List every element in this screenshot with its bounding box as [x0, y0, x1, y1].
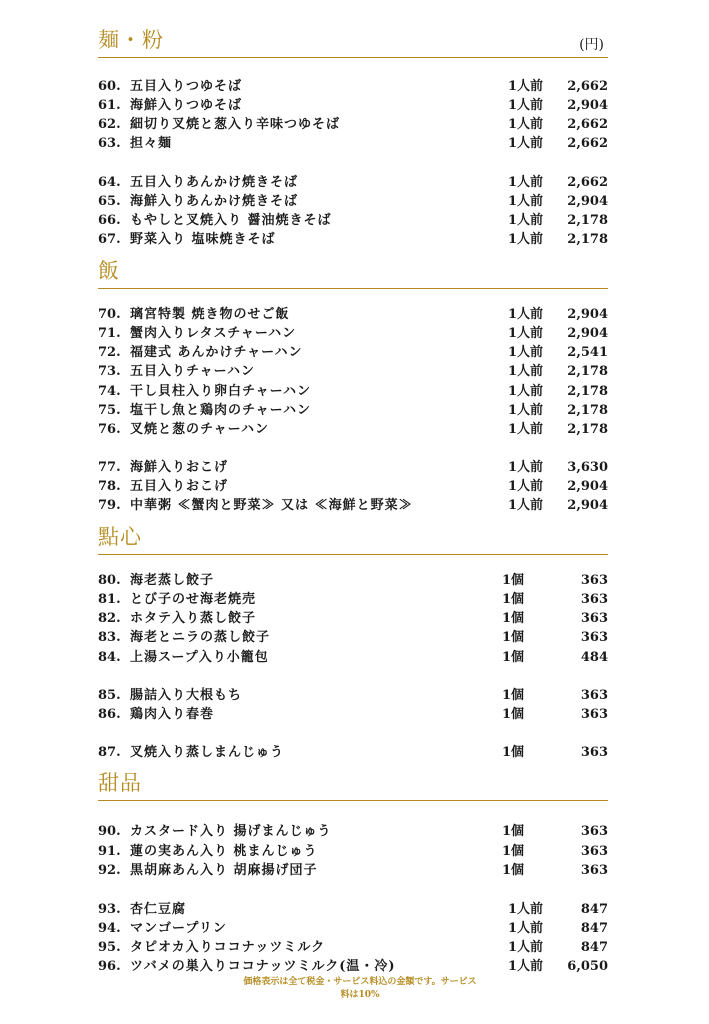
- item-portion: 1人前: [507, 902, 543, 917]
- item-price: 847: [580, 921, 608, 936]
- item-portion: 1人前: [507, 364, 543, 379]
- item-number: 80.: [98, 573, 121, 588]
- menu-item: [98, 648, 608, 667]
- item-portion: 1個: [501, 745, 524, 760]
- item-name: タピオカ入りココナッツミルク: [130, 940, 326, 955]
- menu-item: [98, 842, 608, 861]
- menu-item: [98, 590, 608, 609]
- menu-item: [98, 420, 608, 439]
- item-price: 2,662: [567, 117, 608, 132]
- item-number: 74.: [98, 384, 121, 399]
- item-portion: 1人前: [507, 345, 543, 360]
- section-header-dim-sum: [98, 525, 608, 555]
- menu-item: [98, 822, 608, 841]
- item-name: 五目入りつゆそば: [130, 79, 243, 94]
- item-portion: 1個: [501, 630, 524, 645]
- item-name: 海老とニラの蒸し餃子: [130, 630, 271, 645]
- section-divider: [98, 554, 608, 555]
- item-portion: 1人前: [507, 460, 543, 475]
- item-price: 2,541: [567, 345, 608, 360]
- item-number: 86.: [98, 707, 121, 722]
- item-number: 75.: [98, 403, 121, 418]
- menu-item: [98, 957, 608, 976]
- menu-item: [98, 496, 608, 515]
- menu-item: [98, 115, 608, 134]
- item-name: 叉焼と葱のチャーハン: [130, 422, 269, 437]
- item-portion: 1人前: [507, 940, 543, 955]
- menu-item: [98, 861, 608, 880]
- item-price: 2,904: [567, 498, 608, 513]
- item-portion: 1個: [501, 573, 524, 588]
- section-header-dessert: [98, 771, 608, 801]
- item-name: 鶏肉入り春巻: [130, 707, 215, 722]
- item-price: 2,178: [567, 422, 608, 437]
- item-number: 93.: [98, 902, 121, 917]
- item-number: 61.: [98, 98, 121, 113]
- section-title: 飯: [98, 259, 120, 283]
- section-header-noodles: [98, 28, 608, 58]
- item-name: ツバメの巣入りココナッツミルク(温・冷): [130, 959, 396, 974]
- item-number: 78.: [98, 479, 121, 494]
- menu-item: [98, 324, 608, 343]
- item-price: 2,178: [567, 384, 608, 399]
- item-price: 2,178: [567, 364, 608, 379]
- item-name: 海鮮入りあんかけ焼きそば: [130, 194, 299, 209]
- price-note-line-2: 料は10%: [340, 990, 380, 1000]
- item-price: 2,904: [567, 326, 608, 341]
- item-number: 65.: [98, 194, 121, 209]
- item-price: 363: [580, 844, 608, 859]
- item-portion: 1人前: [507, 79, 543, 94]
- item-price: 847: [580, 902, 608, 917]
- item-number: 66.: [98, 213, 121, 228]
- menu-item: [98, 305, 608, 324]
- section-divider: [98, 57, 608, 58]
- item-price: 363: [580, 824, 608, 839]
- currency-label: (円): [579, 37, 604, 53]
- item-price: 847: [580, 940, 608, 955]
- item-portion: 1人前: [507, 422, 543, 437]
- menu-item: [98, 686, 608, 705]
- item-portion: 1人前: [507, 194, 543, 209]
- menu-item: [98, 609, 608, 628]
- item-name: 海老蒸し餃子: [130, 573, 215, 588]
- item-portion: 1人前: [507, 959, 543, 974]
- item-price: 3,630: [567, 460, 608, 475]
- menu-item: [98, 382, 608, 401]
- item-name: 黒胡麻あん入り 胡麻揚げ団子: [130, 863, 318, 878]
- item-number: 91.: [98, 844, 121, 859]
- item-number: 77.: [98, 460, 121, 475]
- item-name: ホタテ入り蒸し餃子: [130, 611, 257, 626]
- item-number: 87.: [98, 745, 121, 760]
- menu-item: [98, 96, 608, 115]
- item-number: 94.: [98, 921, 121, 936]
- menu-item: [98, 192, 608, 211]
- item-price: 2,904: [567, 479, 608, 494]
- item-portion: 1人前: [507, 213, 543, 228]
- item-price: 6,050: [567, 959, 608, 974]
- section-header-rice: [98, 259, 608, 289]
- item-portion: 1個: [501, 688, 524, 703]
- menu-item: [98, 458, 608, 477]
- item-price: 2,178: [567, 403, 608, 418]
- item-price: 363: [580, 707, 608, 722]
- item-number: 67.: [98, 232, 121, 247]
- menu-item: [98, 343, 608, 362]
- item-name: 五目入りチャーハン: [130, 364, 255, 379]
- item-name: 蓮の実あん入り 桃まんじゅう: [130, 844, 318, 859]
- item-number: 70.: [98, 307, 121, 322]
- menu-item: [98, 230, 608, 249]
- menu-item: [98, 477, 608, 496]
- item-name: 細切り叉焼と葱入り辛味つゆそば: [130, 117, 341, 132]
- item-number: 92.: [98, 863, 121, 878]
- item-price: 2,904: [567, 98, 608, 113]
- item-name: 蟹肉入りレタスチャーハン: [130, 326, 297, 341]
- item-price: 2,178: [567, 213, 608, 228]
- price-note: [180, 976, 540, 1002]
- item-number: 76.: [98, 422, 121, 437]
- menu-item: [98, 628, 608, 647]
- item-number: 81.: [98, 592, 121, 607]
- item-price: 363: [580, 592, 608, 607]
- item-name: 腸詰入り大根もち: [130, 688, 243, 703]
- item-portion: 1人前: [507, 498, 543, 513]
- item-number: 90.: [98, 824, 121, 839]
- item-portion: 1個: [501, 863, 524, 878]
- item-price: 2,904: [567, 307, 608, 322]
- section-title: 點心: [98, 525, 142, 549]
- section-divider: [98, 800, 608, 801]
- item-portion: 1人前: [507, 117, 543, 132]
- section-title: 麺・粉: [98, 28, 164, 52]
- item-price: 363: [580, 688, 608, 703]
- item-number: 62.: [98, 117, 121, 132]
- item-number: 64.: [98, 175, 121, 190]
- item-name: 中華粥 ≪蟹肉と野菜≫ 又は ≪海鮮と野菜≫: [130, 498, 413, 513]
- item-name: 五目入りあんかけ焼きそば: [130, 175, 299, 190]
- item-number: 82.: [98, 611, 121, 626]
- item-name: 璃宮特製 焼き物のせご飯: [130, 307, 290, 322]
- item-number: 60.: [98, 79, 121, 94]
- menu-item: [98, 77, 608, 96]
- item-price: 2,662: [567, 79, 608, 94]
- item-name: カスタード入り 揚げまんじゅう: [130, 824, 332, 839]
- item-price: 484: [580, 650, 608, 665]
- item-name: 野菜入り 塩味焼きそば: [130, 232, 276, 247]
- item-number: 63.: [98, 136, 121, 151]
- menu-item: [98, 571, 608, 590]
- item-name: 叉焼入り蒸しまんじゅう: [130, 745, 285, 760]
- item-price: 363: [580, 745, 608, 760]
- item-portion: 1人前: [507, 384, 543, 399]
- item-price: 2,662: [567, 136, 608, 151]
- item-portion: 1人前: [507, 403, 543, 418]
- item-portion: 1人前: [507, 98, 543, 113]
- item-price: 363: [580, 630, 608, 645]
- item-price: 2,662: [567, 175, 608, 190]
- item-number: 84.: [98, 650, 121, 665]
- item-name: マンゴープリン: [130, 921, 227, 936]
- item-name: 担々麺: [130, 136, 173, 151]
- item-portion: 1個: [501, 592, 524, 607]
- item-portion: 1人前: [507, 232, 543, 247]
- item-portion: 1人前: [507, 175, 543, 190]
- price-note-line-1: 価格表示は全て税金・サービス料込の金額です。サービス: [243, 977, 477, 987]
- menu-item: [98, 211, 608, 230]
- item-name: 塩干し魚と鶏肉のチャーハン: [130, 403, 311, 418]
- item-portion: 1人前: [507, 921, 543, 936]
- menu-item: [98, 938, 608, 957]
- menu-item: [98, 362, 608, 381]
- item-name: 海鮮入りおこげ: [130, 460, 229, 475]
- menu-item: [98, 134, 608, 153]
- menu-item: [98, 401, 608, 420]
- item-name: 干し貝柱入り卵白チャーハン: [130, 384, 311, 399]
- item-name: 福建式 あんかけチャーハン: [130, 345, 303, 360]
- item-number: 85.: [98, 688, 121, 703]
- section-title: 甜品: [98, 771, 142, 795]
- item-number: 71.: [98, 326, 121, 341]
- item-number: 73.: [98, 364, 121, 379]
- menu-item: [98, 900, 608, 919]
- item-name: もやしと叉焼入り 醤油焼きそば: [130, 213, 332, 228]
- menu-item: [98, 705, 608, 724]
- menu-item: [98, 919, 608, 938]
- section-divider: [98, 288, 608, 289]
- item-number: 72.: [98, 345, 121, 360]
- item-portion: 1人前: [507, 307, 543, 322]
- item-portion: 1個: [501, 824, 524, 839]
- item-number: 83.: [98, 630, 121, 645]
- item-price: 2,178: [567, 232, 608, 247]
- item-price: 363: [580, 573, 608, 588]
- item-portion: 1人前: [507, 136, 543, 151]
- item-name: 上湯スープ入り小籠包: [130, 650, 269, 665]
- item-portion: 1個: [501, 611, 524, 626]
- item-name: 海鮮入りつゆそば: [130, 98, 243, 113]
- menu-item: [98, 173, 608, 192]
- item-number: 95.: [98, 940, 121, 955]
- item-portion: 1個: [501, 844, 524, 859]
- item-portion: 1人前: [507, 479, 543, 494]
- item-name: 杏仁豆腐: [130, 902, 187, 917]
- item-price: 363: [580, 863, 608, 878]
- item-portion: 1個: [501, 707, 524, 722]
- item-portion: 1人前: [507, 326, 543, 341]
- item-price: 363: [580, 611, 608, 626]
- item-price: 2,904: [567, 194, 608, 209]
- item-name: とび子のせ海老焼売: [130, 592, 257, 607]
- item-number: 79.: [98, 498, 121, 513]
- item-number: 96.: [98, 959, 121, 974]
- item-portion: 1個: [501, 650, 524, 665]
- item-name: 五目入りおこげ: [130, 479, 229, 494]
- menu-item: [98, 743, 608, 762]
